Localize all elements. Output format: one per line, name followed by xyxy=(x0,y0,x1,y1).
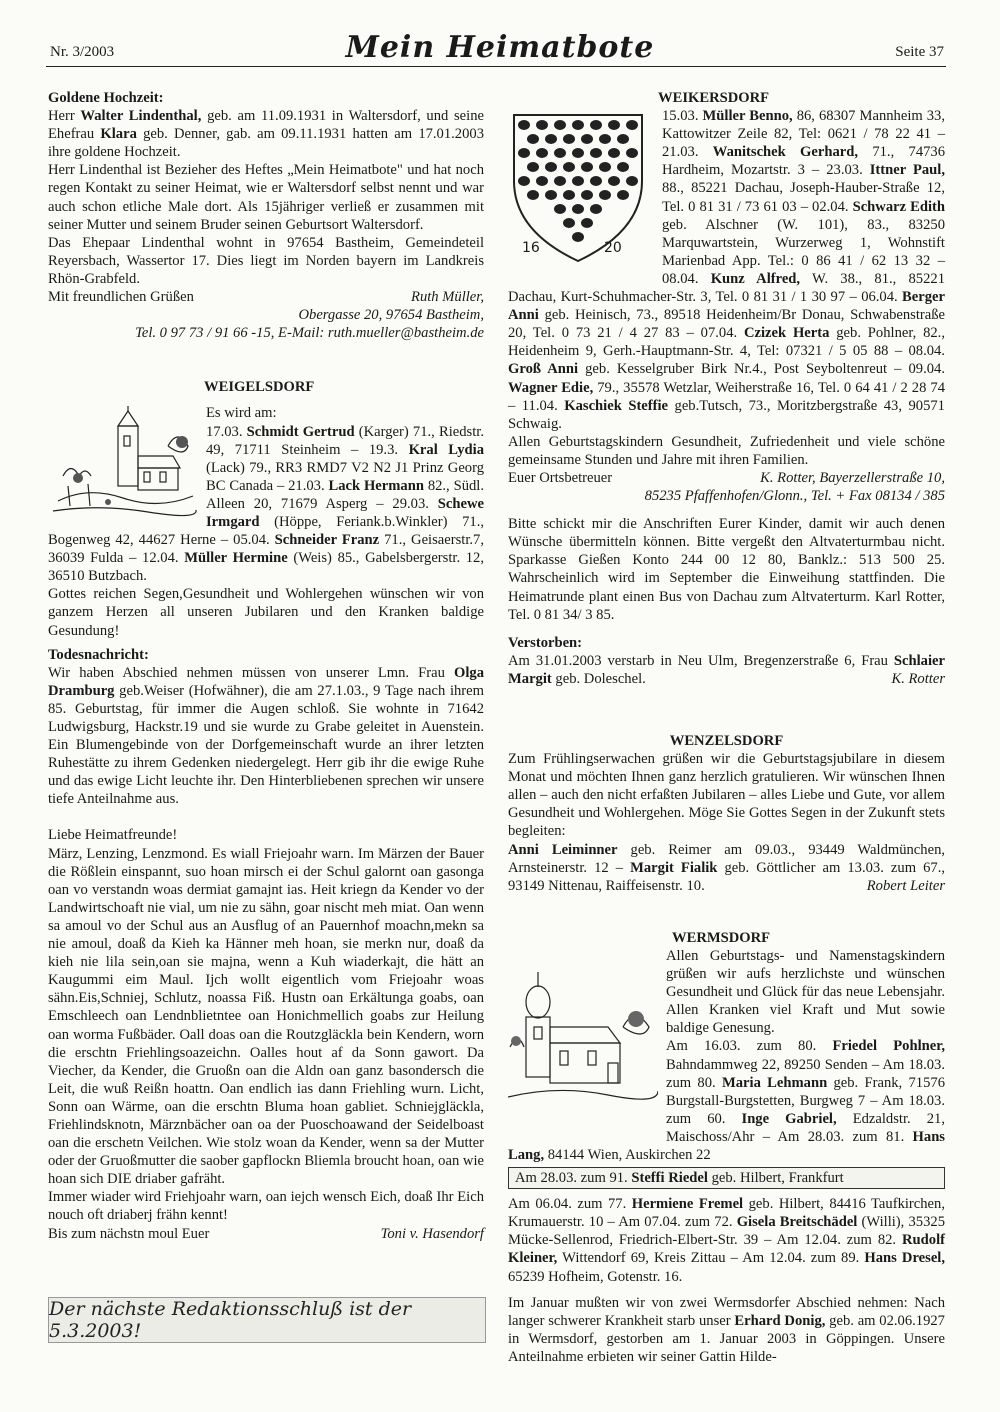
crest-dot xyxy=(554,176,566,186)
hochzeit-paragraph-1: Herr Walter Lindenthal, geb. am 11.09.1931 in Waltersdorf, und seine Ehefrau Klara geb. Denner, gab. am 09.11.1931 hatten am 17.01.2003 ihre goldene Hochzeit. xyxy=(48,108,484,161)
wenzelsdorf-birthdays: Anni Leiminner geb. Reimer am 09.03., 93449 Waldmünchen, Arnsteinerstr. 12 – Margit Fialik geb. Göttlicher am 13.03. zum 67., 93149 Nittenau, Raiffeisenstr. 10. Robert Leiter xyxy=(508,841,946,894)
editorial-deadline-banner: Der nächste Redaktionsschluß ist der 5.3.2003! xyxy=(48,1297,486,1343)
church-illustration xyxy=(48,406,198,522)
crest-dot xyxy=(545,190,557,200)
crest-dot xyxy=(527,162,539,172)
crest-dot xyxy=(626,120,638,130)
crest-dot xyxy=(554,148,566,158)
heimat-dialect-text: März, Lenzing, Lenzmond. Es wiall Friejoahr warn. Im Märzen der Bauer die Rößlein einspannt, suo hoan mirsch ei der Schul galornt oan gasonga oan vo verstandn woas dermiat gamajnt ias. Heit kriegn da Kender vo der Landwirtschoaft nie vial, um nie zu sähn, goar nischt meh miat. Oan wenn sa amoul vo der Schul aus an Ausflug of an Pauernhof moachn,mekn sa nie amoul, doaß da Kieh ka Hänner meh hoan, sie merkn nur, doaß da kieh nie lila sein,oan sie majna, wenn a Kuh wiaderkajt, die hätt an Kaugummi eim Maul. Ijch wollt eigentlich vom Friejoahr woas sähn.Eis,Schniej, Schlutz, noassa Fiß. Hustn oan Erkältunga goabs, oan Emschleech oan Lendnblietntee oan Honichmellich goabs zur Heilung oan worma Fußbäder. Oall doas oan die Routzgläckla bein Kendern, worn die erschtn Friehlingsoazeichn. Oalles hout af da Sonn gawort. Da Viecher, da Kender, die Gruoßn oan die Aldn oan ganz basondersch die Leit, die wuß Reißn hoattn. Oan endlich ias dann Friehling wurn. Licht, Sonn oan Wärme, oan die erschtn Bluma hoan gabliet. Schniejgläckla, Friehlindsknotn, Märznbächer oan oa der Puoschoawand der Seidelboast oan die erschetn Veilchen. Wie stolz woan da Kender, wenn sa der Mutter oder der Gruoßmutter die saober gapflockn Bliemla broucht hoan, oan wie hoan sich DIE driaber gafräht. xyxy=(48,845,484,1188)
crest-dot xyxy=(572,120,584,130)
weigelsdorf-birthdays: 17.03. Schmidt Gertrud (Karger) 71., Riedstr. 49, 71711 Steinheim – 19.3. Kral Lydia (Lack) 79., RR3 RMD7 V2 N2 J1 Prinz Georg BC Canada – 21.03. Lack Hermann 82., Südl. Alleen 20, 71679 Asperg – 29.03. Schewe Irmgard (Höppe, Feriank.b.Winkler) 71., Bogenweg 42, 44627 Herne – 05.04. Schneider Franz 71., Geisaerstr.7, 36039 Fulda – 12.04. Müller Hermine (Weis) 85., Gabelsbergerstr. 12, 36510 Butzbach. xyxy=(48,423,485,585)
weigelsdorf-blessing: Gottes reichen Segen,Gesundheit und Wohlergehen wünschen wir von ganzem Herzen all unseren Jubilaren und den Kranken baldige Gesundung! xyxy=(48,586,484,639)
wenzelsdorf-intro: Zum Frühlingserwachen grüßen wir die Geburtstagsjubilare in diesem Monat und möchten Ihnen ganz herzlich gratulieren. Wir wünschen Ihnen allen – auch den nicht erfaßten Jubilaren – alles Liebe und Gute, vor allem Gesundheit und Wohlergehen. Möge Sie Gottes Segen in der Zukunft stets begleiten: xyxy=(508,751,945,840)
crest-dot xyxy=(572,232,584,242)
crest-dot xyxy=(590,148,602,158)
todesnachricht-heading: Todesnachricht: xyxy=(48,646,149,663)
crest-year-left: 16 xyxy=(522,240,540,257)
weikersdorf-notice: Bitte schickt mir die Anschriften Eurer Kinder, damit wir auch denen Wünsche übermitteln können. Bitte vergeßt den Altvaterturmbau nicht. Sparkasse Gießen Konto 244 00 12 80, Banklz.: 513 500 25. Wahrscheinlich wird im September die Einweihung stattfinden. Die Heimatrunde plant einen Bus von Dachau zum Altvaterturm. Karl Rotter, Tel. 0 81 34/ 3 85. xyxy=(508,516,945,623)
todesnachricht-text: Wir haben Abschied nehmen müssen von unserer Lmn. Frau Olga Dramburg geb.Weiser (Hofwähner), die am 27.1.03., 9 Tage nach ihrem 85. Geburtstag, für immer die Augen schloß. Sie wohnte in 71642 Ludwigsburg, Hackstr.19 und sie wurde zu Grabe geleitet in Auenstein. Ein Blumengebinde von der Dorfgemeinschaft wurde an ihrer letzten Ruhestätte zu ihrem Gedenken niedergelegt. Herr gib ihr die ewige Ruhe und das ewige Licht leuchte ihr. Den Hinterbliebenen sprechen wir unsere tiefe Anteilnahme aus. xyxy=(48,664,484,808)
crest-dot xyxy=(545,162,557,172)
page-number: Seite 37 xyxy=(895,44,944,60)
weikersdorf-signature: Euer Ortsbetreuer K. Rotter, Bayerzellerstraße 10, xyxy=(508,469,945,486)
crest-dot xyxy=(563,162,575,172)
crest-dot xyxy=(608,148,620,158)
wenzelsdorf-heading: WENZELSDORF xyxy=(669,733,784,749)
highlighted-birthday-box: Am 28.03. zum 91. Steffi Riedel geb. Hilbert, Frankfurt xyxy=(508,1167,945,1189)
weikersdorf-wishes: Allen Geburtstagskindern Gesundheit, Zufriedenheit und viele schöne gemeinsame Stunden und Jahre mit ihren Familien. xyxy=(508,433,945,468)
wermsdorf-april-birthdays: Am 06.04. zum 77. Hermiene Fremel geb. Hilbert, 84416 Taufkirchen, Krumauerstr. 10 – Am 07.04. zum 72. Gisela Breitschädel (Willi), 35325 Mücke-Sellenrod, Friedrich-Elbert-Str. 39 – Am 12.04. zum 82. Rudolf Kleiner, Wittendorf 69, Kreis Zittau – Am 12.04. zum 89. Hans Dresel, 65239 Hofheim, Gotenstr. 16. xyxy=(508,1196,946,1285)
issue-number: Nr. 3/2003 xyxy=(50,44,115,60)
wermsdorf-birthdays: Am 16.03. zum 80. Friedel Pohlner, Bahndammweg 22, 89250 Senden – Am 18.03. zum 80. Maria Lehmann geb. Frank, 71576 Burgstall-Burgstetten, Burgweg 7 – Am 18.03. zum 60. Inge Gabriel, Edzaldstr. 21, Maischoss/Ahr – Am 28.03. zum 81. Hans Lang, 84144 Wien, Auskirchen 22 xyxy=(508,1038,946,1163)
crest-dot xyxy=(518,148,530,158)
hochzeit-paragraph-2: Herr Lindenthal ist Bezieher des Heftes „Mein Heimatbote" und hat noch regen Kontakt zu seiner Heimat, wie er Waltersdorf selbst nennt und war auch schon etliche Male dort. Als 15jähriger verließ er zusammen mit seiner Mutter und seinem Bruder seinen Geburtsort Waltersdorf. xyxy=(48,162,484,233)
crest-dot xyxy=(536,148,548,158)
header-rule xyxy=(46,66,946,67)
crest-dot xyxy=(617,162,629,172)
crest-dot xyxy=(581,218,593,228)
verstorben-heading: Verstorben: xyxy=(508,634,583,651)
crest-dot xyxy=(572,148,584,158)
masthead-title: Mein Heimatbote xyxy=(345,30,655,65)
crest-dot xyxy=(581,162,593,172)
hochzeit-signature-line: Mit freundlichen Grüßen Ruth Müller, xyxy=(48,289,484,306)
goldene-hochzeit-heading: Goldene Hochzeit: xyxy=(48,90,164,106)
weigelsdorf-heading: WEIGELSDORF xyxy=(204,379,315,396)
crest-dot xyxy=(527,190,539,200)
crest-dot xyxy=(554,204,566,214)
weikersdorf-signature-address: 85235 Pfaffenhofen/Glonn., Tel. + Fax 08134 / 385 xyxy=(644,488,945,505)
hochzeit-paragraph-3: Das Ehepaar Lindenthal wohnt in 97654 Bastheim, Gemeindeteil Reyersbach, Wassertor 17. Dies liegt im Norden bayern im Landkreis Rhön-Grabfeld. xyxy=(48,234,484,287)
crest-dot xyxy=(626,148,638,158)
crest-dot xyxy=(599,190,611,200)
crest-dot xyxy=(617,134,629,144)
crest-dot xyxy=(554,120,566,130)
crest-dot xyxy=(563,190,575,200)
hochzeit-signature-address: Obergasse 20, 97654 Bastheim, xyxy=(298,307,484,324)
heimat-greeting: Liebe Heimatfreunde! xyxy=(48,827,178,844)
weikersdorf-crest xyxy=(508,111,654,271)
wermsdorf-heading: WERMSDORF xyxy=(672,929,771,946)
left-column xyxy=(48,89,484,1243)
crest-year-right: 20 xyxy=(604,240,622,257)
crest-dot xyxy=(608,176,620,186)
wermsdorf-intro: Allen Geburtstags- und Namenstagskindern grüßen wir aufs herzlichste und wünschen Gesundheit und Glück für das neue Lebensjahr. Allen Kranken viel Kraft und Mut sowie baldige Genesung. xyxy=(666,947,945,1037)
crest-dot xyxy=(545,134,557,144)
verstorben-text: Am 31.01.2003 verstarb in Neu Ulm, Bregenzerstraße 6, Frau Schlaier Margit geb. Doleschel. K. Rotter xyxy=(508,652,945,687)
weigelsdorf-intro: Es wird am: xyxy=(206,405,277,422)
crest-dot xyxy=(590,204,602,214)
crest-dot xyxy=(572,176,584,186)
wermsdorf-obituary: Im Januar mußten wir von zwei Wermsdorfer Abschied nehmen: Nach langer schwerer Krankheit starb unser Erhard Donig, geb. am 02.06.1927 in Wermsdorf, gestorben am 1. Januar 2003 in Göppingen. Unsere Anteilnahme erbieten wir seiner Gattin Hilde- xyxy=(508,1294,945,1365)
crest-dot xyxy=(599,162,611,172)
hochzeit-signature-contact: Tel. 0 97 73 / 91 66 -15, E-Mail: ruth.mueller@bastheim.de xyxy=(135,325,484,342)
crest-dot xyxy=(563,134,575,144)
heimat-closing-paragraph: Immer wiader wird Friehjoahr warn, oan iejch wensch Eich, doaß Ihr Eich nouch oft driaberj frähn kennt! xyxy=(48,1189,484,1224)
crest-dot xyxy=(518,176,530,186)
chapel-illustration xyxy=(508,967,658,1137)
crest-dot xyxy=(572,204,584,214)
crest-dot xyxy=(608,120,620,130)
crest-dot xyxy=(617,190,629,200)
crest-dot xyxy=(599,134,611,144)
weikersdorf-heading: WEIKERSDORF xyxy=(658,90,770,106)
heimat-signature: Bis zum nächstn moul Euer Toni v. Hasendorf xyxy=(48,1225,484,1242)
crest-dot xyxy=(581,190,593,200)
crest-dot xyxy=(581,134,593,144)
crest-dot xyxy=(536,176,548,186)
crest-dot xyxy=(527,134,539,144)
crest-dot xyxy=(626,176,638,186)
crest-dot xyxy=(518,120,530,130)
crest-dot xyxy=(590,176,602,186)
weikersdorf-birthdays: 15.03. Müller Benno, 86, 68307 Mannheim 33, Kattowitzer Zeile 82, Tel: 0621 / 78 22 41 –21.03. Wanitschek Gerhard, 71., 74736 Hardheim, Mozartstr. 3 – 23.03. Ittner Paul, 88., 85221 Dachau, Joseph-Hauber-Straße 12, Tel. 0 81 31 / 73 61 03 – 02.04. Schwarz Edith geb. Alschner (W. 101), 83., 83250 Marquwartstein, Wurzerweg 1, Wohnstift Marienbad App. Tel.: 0 86 41 / 62 13 32 – 08.04. Kunz Alfred, W. 38., 81., 85221 Dachau, Kurt-Schuhmacher-Str. 3, Tel. 0 81 31 / 1 30 97 – 06.04. Berger Anni geb. Heinisch, 73., 89518 Heidenheim/Br Donau, Schwabenstraße 20, Tel. 0 73 21 / 4 27 83 – 07.04. Czizek Herta geb. Pohlner, 82., Heidenheim 9, Gerh.-Hauptmann-Str. 4, Tel: 07321 / 5 05 88 – 08.04. Groß Anni geb. Kesselgruber Birk Nr.4., Post Seyboltenreut – 09.04. Wagner Edie, 79., 35578 Wetzlar, Weiherstraße 16, Tel. 0 64 41 / 2 28 74 – 11.04. Kaschiek Steffie geb.Tutsch, 73., Moritzbergstraße 43, 90571 Schwaig. xyxy=(508,108,946,432)
crest-dot xyxy=(536,120,548,130)
right-column xyxy=(508,89,945,1366)
crest-dot xyxy=(563,218,575,228)
crest-dot xyxy=(590,120,602,130)
